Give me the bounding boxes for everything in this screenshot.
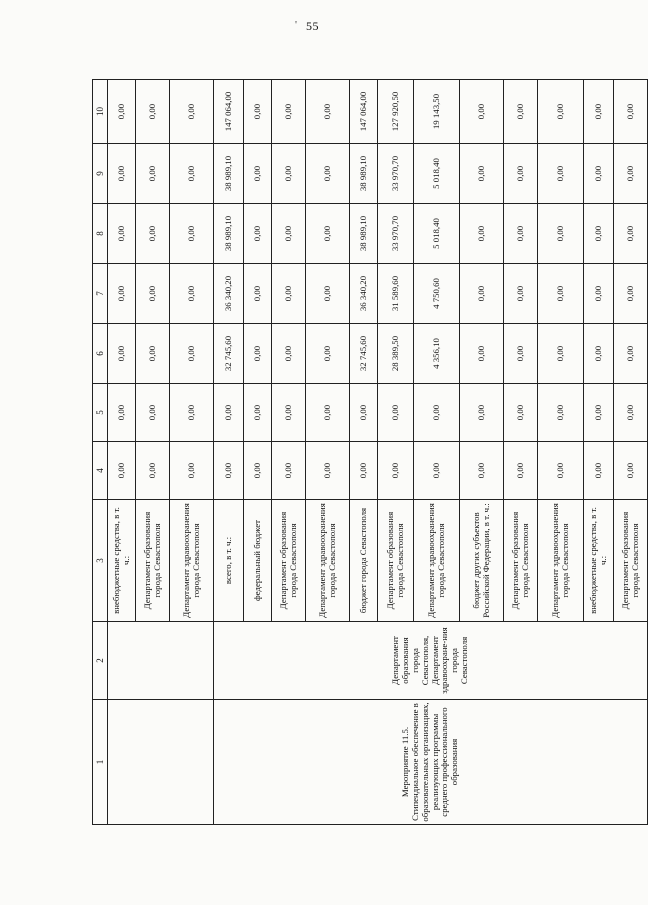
measure-executor-cell: Департамент образования города Севастополя, Департамент здравоохране-ния города Севастополя bbox=[214, 622, 648, 700]
value-cell: 0,00 bbox=[584, 204, 614, 264]
budget-table bbox=[92, 79, 648, 825]
column-header-5: 5 bbox=[93, 384, 108, 442]
value-cell: 0,00 bbox=[136, 80, 170, 144]
column-header-7: 7 bbox=[93, 264, 108, 324]
value-cell: 0,00 bbox=[538, 324, 584, 384]
funding-source-cell: внебюджетные средства, в т. ч.: bbox=[108, 500, 136, 622]
value-cell: 0,00 bbox=[136, 144, 170, 204]
value-cell: 0,00 bbox=[460, 442, 504, 500]
value-cell: 0,00 bbox=[504, 204, 538, 264]
value-cell: 0,00 bbox=[108, 264, 136, 324]
value-cell: 147 064,00 bbox=[214, 80, 244, 144]
value-cell: 4 750,60 bbox=[414, 264, 460, 324]
value-cell: 32 745,60 bbox=[214, 324, 244, 384]
value-cell: 0,00 bbox=[306, 384, 350, 442]
funding-source-cell: бюджет города Севастополя bbox=[350, 500, 378, 622]
value-cell: 0,00 bbox=[306, 144, 350, 204]
value-cell: 0,00 bbox=[460, 384, 504, 442]
column-header-10: 10 bbox=[93, 80, 108, 144]
header-tick: ' bbox=[295, 19, 297, 31]
value-cell: 0,00 bbox=[378, 384, 414, 442]
value-cell: 127 920,50 bbox=[378, 80, 414, 144]
value-cell: 0,00 bbox=[504, 384, 538, 442]
value-cell: 0,00 bbox=[504, 144, 538, 204]
value-cell: 0,00 bbox=[108, 204, 136, 264]
value-cell: 0,00 bbox=[614, 204, 648, 264]
funding-source-cell: Департамент образования города Севастополя bbox=[378, 500, 414, 622]
value-cell: 0,00 bbox=[538, 384, 584, 442]
budget-table-wrapper bbox=[92, 80, 640, 825]
funding-source-cell: бюджет других субъектов Российской Федерации, в т. ч.: bbox=[460, 500, 504, 622]
value-cell: 0,00 bbox=[244, 264, 272, 324]
value-cell: 38 989,10 bbox=[350, 204, 378, 264]
value-cell: 0,00 bbox=[136, 264, 170, 324]
column-number-row bbox=[93, 80, 108, 825]
column-header-9: 9 bbox=[93, 144, 108, 204]
value-cell: 0,00 bbox=[108, 80, 136, 144]
value-cell: 38 989,10 bbox=[214, 144, 244, 204]
value-cell: 0,00 bbox=[170, 324, 214, 384]
value-cell: 0,00 bbox=[136, 384, 170, 442]
value-cell: 0,00 bbox=[170, 144, 214, 204]
page-number: 55 bbox=[306, 19, 319, 33]
value-cell: 0,00 bbox=[108, 144, 136, 204]
value-cell: 0,00 bbox=[306, 204, 350, 264]
value-cell: 147 064,00 bbox=[350, 80, 378, 144]
value-cell: 0,00 bbox=[584, 264, 614, 324]
value-cell: 19 143,50 bbox=[414, 80, 460, 144]
value-cell: 0,00 bbox=[584, 442, 614, 500]
value-cell: 0,00 bbox=[244, 204, 272, 264]
value-cell: 0,00 bbox=[504, 80, 538, 144]
value-cell: 0,00 bbox=[460, 264, 504, 324]
value-cell: 0,00 bbox=[614, 442, 648, 500]
value-cell: 0,00 bbox=[108, 442, 136, 500]
funding-source-cell: федеральный бюджет bbox=[244, 500, 272, 622]
value-cell: 0,00 bbox=[214, 384, 244, 442]
value-cell: 0,00 bbox=[170, 264, 214, 324]
value-cell: 0,00 bbox=[414, 384, 460, 442]
value-cell: 36 340,20 bbox=[214, 264, 244, 324]
value-cell: 0,00 bbox=[108, 324, 136, 384]
value-cell: 0,00 bbox=[460, 204, 504, 264]
measure-title-cell-empty bbox=[108, 700, 214, 825]
value-cell: 0,00 bbox=[614, 144, 648, 204]
value-cell: 0,00 bbox=[460, 80, 504, 144]
value-cell: 0,00 bbox=[614, 80, 648, 144]
value-cell: 0,00 bbox=[272, 384, 306, 442]
funding-source-cell: Департамент здравоохранения города Севастополя bbox=[170, 500, 214, 622]
funding-source-cell: Департамент образования города Севастополя bbox=[504, 500, 538, 622]
column-header-6: 6 bbox=[93, 324, 108, 384]
value-cell: 0,00 bbox=[272, 144, 306, 204]
value-cell: 0,00 bbox=[538, 264, 584, 324]
table-row bbox=[214, 80, 244, 825]
value-cell: 32 745,60 bbox=[350, 324, 378, 384]
value-cell: 0,00 bbox=[538, 204, 584, 264]
funding-source-cell: Департамент образования города Севастополя bbox=[614, 500, 648, 622]
value-cell: 0,00 bbox=[584, 80, 614, 144]
value-cell: 0,00 bbox=[170, 442, 214, 500]
value-cell: 0,00 bbox=[244, 324, 272, 384]
value-cell: 0,00 bbox=[504, 264, 538, 324]
value-cell: 4 356,10 bbox=[414, 324, 460, 384]
value-cell: 0,00 bbox=[244, 442, 272, 500]
funding-source-cell: Департамент здравоохранения города Севастополя bbox=[414, 500, 460, 622]
column-header-4: 4 bbox=[93, 442, 108, 500]
value-cell: 28 389,50 bbox=[378, 324, 414, 384]
value-cell: 33 970,70 bbox=[378, 204, 414, 264]
value-cell: 0,00 bbox=[584, 324, 614, 384]
value-cell: 0,00 bbox=[136, 324, 170, 384]
funding-source-cell: внебюджетные средства, в т. ч.: bbox=[584, 500, 614, 622]
value-cell: 0,00 bbox=[306, 324, 350, 384]
column-header-8: 8 bbox=[93, 204, 108, 264]
value-cell: 0,00 bbox=[108, 384, 136, 442]
value-cell: 0,00 bbox=[584, 144, 614, 204]
value-cell: 0,00 bbox=[306, 80, 350, 144]
value-cell: 0,00 bbox=[504, 324, 538, 384]
value-cell: 0,00 bbox=[244, 384, 272, 442]
value-cell: 0,00 bbox=[306, 442, 350, 500]
value-cell: 0,00 bbox=[272, 264, 306, 324]
value-cell: 0,00 bbox=[614, 264, 648, 324]
funding-source-cell: Департамент образования города Севастополя bbox=[272, 500, 306, 622]
table-row bbox=[108, 80, 136, 825]
value-cell: 0,00 bbox=[614, 324, 648, 384]
value-cell: 0,00 bbox=[614, 384, 648, 442]
funding-source-cell: Департамент здравоохранения города Севастополя bbox=[306, 500, 350, 622]
value-cell: 0,00 bbox=[460, 144, 504, 204]
value-cell: 0,00 bbox=[538, 442, 584, 500]
value-cell: 0,00 bbox=[538, 144, 584, 204]
value-cell: 0,00 bbox=[504, 442, 538, 500]
value-cell: 0,00 bbox=[170, 204, 214, 264]
funding-source-cell: Департамент образования города Севастополя bbox=[136, 500, 170, 622]
column-header-3: 3 bbox=[93, 500, 108, 622]
value-cell: 0,00 bbox=[244, 144, 272, 204]
value-cell: 31 589,60 bbox=[378, 264, 414, 324]
funding-source-cell: Департамент здравоохранения города Севастополя bbox=[538, 500, 584, 622]
value-cell: 0,00 bbox=[214, 442, 244, 500]
value-cell: 0,00 bbox=[136, 442, 170, 500]
value-cell: 38 989,10 bbox=[214, 204, 244, 264]
value-cell: 0,00 bbox=[136, 204, 170, 264]
value-cell: 0,00 bbox=[538, 80, 584, 144]
column-header-2: 2 bbox=[93, 622, 108, 700]
value-cell: 0,00 bbox=[272, 80, 306, 144]
value-cell: 5 018,40 bbox=[414, 204, 460, 264]
measure-title-cell: Мероприятие 11.5. Стипендиальное обеспечение в образовательных организациях, реализующих программы среднего профессионального образования bbox=[214, 700, 648, 825]
value-cell: 0,00 bbox=[170, 80, 214, 144]
value-cell: 0,00 bbox=[272, 324, 306, 384]
value-cell: 0,00 bbox=[170, 384, 214, 442]
value-cell: 36 340,20 bbox=[350, 264, 378, 324]
value-cell: 0,00 bbox=[350, 442, 378, 500]
value-cell: 0,00 bbox=[414, 442, 460, 500]
value-cell: 0,00 bbox=[350, 384, 378, 442]
value-cell: 0,00 bbox=[272, 442, 306, 500]
executor-cell-empty bbox=[108, 622, 214, 700]
value-cell: 0,00 bbox=[584, 384, 614, 442]
value-cell: 33 970,70 bbox=[378, 144, 414, 204]
value-cell: 38 989,10 bbox=[350, 144, 378, 204]
value-cell: 0,00 bbox=[378, 442, 414, 500]
value-cell: 0,00 bbox=[244, 80, 272, 144]
value-cell: 0,00 bbox=[272, 204, 306, 264]
funding-source-cell: всего, в т. ч.: bbox=[214, 500, 244, 622]
value-cell: 5 018,40 bbox=[414, 144, 460, 204]
column-header-1: 1 bbox=[93, 700, 108, 825]
value-cell: 0,00 bbox=[460, 324, 504, 384]
value-cell: 0,00 bbox=[306, 264, 350, 324]
